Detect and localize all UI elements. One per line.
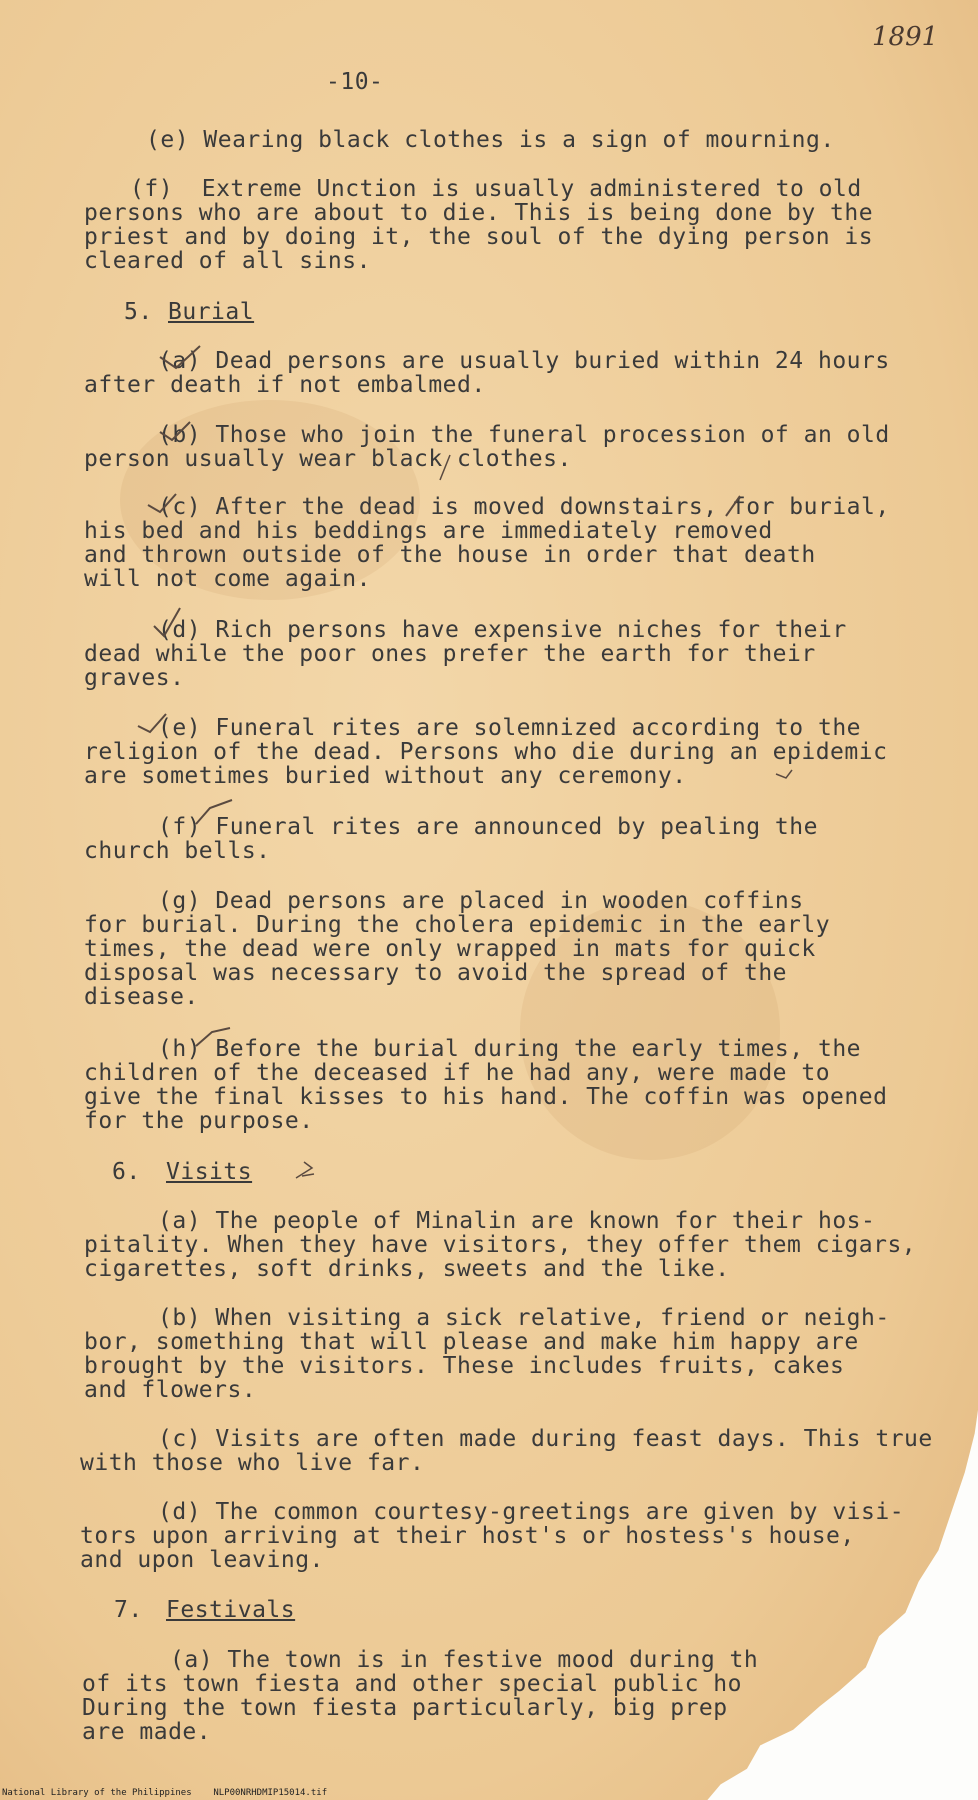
burial-e-line: are sometimes buried without any ceremony. xyxy=(84,763,687,789)
section-heading-burial: Burial xyxy=(168,299,255,325)
burial-g-line: disease. xyxy=(84,984,199,1010)
visits-c-line: with those who live far. xyxy=(80,1450,425,1476)
section-number: 6. xyxy=(112,1159,141,1185)
visits-b-line: and flowers. xyxy=(84,1377,257,1403)
burial-c-line: his bed and his beddings are immediately removed xyxy=(84,518,773,544)
burial-f-line: (f) Funeral rites are announced by pealing the xyxy=(158,814,818,840)
burial-d-line: (d) Rich persons have expensive niches for their xyxy=(158,617,847,643)
slash-mark-icon xyxy=(726,496,740,516)
item-f-line: priest and by doing it, the soul of the dying person is xyxy=(84,224,874,250)
festivals-a-line: are made. xyxy=(82,1719,212,1745)
handwritten-page-number: 1891 xyxy=(872,22,939,52)
festivals-a-line: of its town fiesta and other special public ho xyxy=(82,1671,742,1697)
section-number: 7. xyxy=(114,1597,143,1623)
check-mark-icon xyxy=(196,1028,230,1046)
burial-d-line: dead while the poor ones prefer the earth for their xyxy=(84,641,816,667)
check-mark-icon xyxy=(160,422,190,440)
visits-d-line: tors upon arriving at their host's or hostess's house, xyxy=(80,1523,855,1549)
section-number: 5. xyxy=(124,299,153,325)
visits-d-line: and upon leaving. xyxy=(80,1547,324,1573)
burial-a-line: after death if not embalmed. xyxy=(84,372,486,398)
initials-mark-icon xyxy=(296,1162,314,1178)
visits-b-line: (b) When visiting a sick relative, friend or neigh- xyxy=(158,1305,890,1331)
burial-g-line: for burial. During the cholera epidemic in the early xyxy=(84,912,831,938)
burial-g-line: disposal was necessary to avoid the spread of the xyxy=(84,960,788,986)
burial-e-line: religion of the dead. Persons who die during an epidemic xyxy=(84,739,888,765)
visits-a-line: (a) The people of Minalin are known for their hos- xyxy=(158,1208,876,1234)
burial-d-line: graves. xyxy=(84,665,185,691)
visits-b-line: bor, something that will please and make him happy are xyxy=(84,1329,859,1355)
item-f-line: persons who are about to die. This is being done by the xyxy=(84,200,874,226)
festivals-a-line: (a) The town is in festive mood during th xyxy=(170,1647,759,1673)
visits-b-line: brought by the visitors. These includes fruits, cakes xyxy=(84,1353,845,1379)
item-f-line: (f) Extreme Unction is usually administered to old xyxy=(130,176,862,202)
footer-source: National Library of the Philippines NLP00NRHDMIP15014.tif xyxy=(2,1788,328,1798)
burial-h-line: for the purpose. xyxy=(84,1108,314,1134)
check-mark-icon xyxy=(138,714,166,732)
burial-c-line: (c) After the dead is moved downstairs, for burial, xyxy=(158,494,890,520)
burial-g-line: (g) Dead persons are placed in wooden coffins xyxy=(158,888,804,914)
burial-b-line: (b) Those who join the funeral procession of an old xyxy=(158,422,890,448)
burial-e-line: (e) Funeral rites are solemnized according to the xyxy=(158,715,862,741)
burial-c-line: will not come again. xyxy=(84,566,371,592)
page-header: -10- xyxy=(326,69,384,95)
check-mark-icon xyxy=(148,494,176,512)
check-mark-icon xyxy=(154,608,180,636)
visits-c-line: (c) Visits are often made during feast days. This true xyxy=(158,1426,933,1452)
burial-h-line: (h) Before the burial during the early times, the xyxy=(158,1036,862,1062)
visits-a-line: pitality. When they have visitors, they offer them cigars, xyxy=(84,1232,917,1258)
burial-g-line: times, the dead were only wrapped in mats for quick xyxy=(84,936,816,962)
section-heading-visits: Visits xyxy=(166,1159,253,1185)
slash-mark-icon xyxy=(440,455,450,480)
visits-d-line: (d) The common courtesy-greetings are given by visi- xyxy=(158,1499,905,1525)
burial-a-line: (a) Dead persons are usually buried within 24 hours xyxy=(158,348,890,374)
check-mark-icon xyxy=(776,770,792,778)
burial-b-line: person usually wear black clothes. xyxy=(84,446,572,472)
festivals-a-line: During the town fiesta particularly, big prep xyxy=(82,1695,728,1721)
check-mark-icon xyxy=(196,800,232,824)
item-f-line: cleared of all sins. xyxy=(84,248,371,274)
burial-c-line: and thrown outside of the house in order that death xyxy=(84,542,816,568)
section-heading-festivals: Festivals xyxy=(166,1597,296,1623)
burial-f-line: church bells. xyxy=(84,838,271,864)
burial-h-line: children of the deceased if he had any, were made to xyxy=(84,1060,831,1086)
item-e-line: (e) Wearing black clothes is a sign of mourning. xyxy=(146,127,835,153)
visits-a-line: cigarettes, soft drinks, sweets and the like. xyxy=(84,1256,730,1282)
burial-h-line: give the final kisses to his hand. The coffin was opened xyxy=(84,1084,888,1110)
check-mark-icon xyxy=(160,346,200,368)
